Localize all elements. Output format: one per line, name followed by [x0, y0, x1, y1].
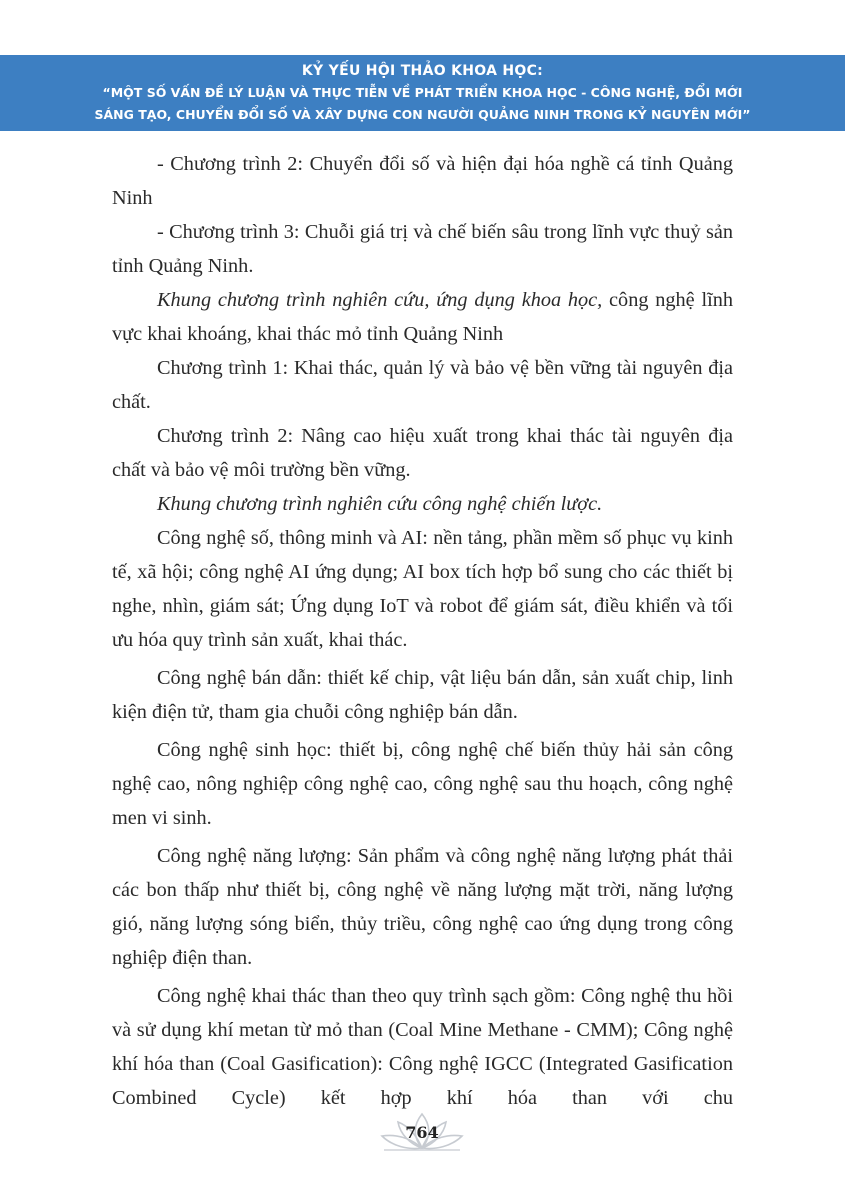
paragraph-text: công nghệ lĩnh vực khai khoáng, khai thác mỏ tỉnh Quảng Ninh — [112, 289, 734, 345]
paragraph: Công nghệ khai thác than theo quy trình sạch gồm: Công nghệ thu hồi và sử dụng khí metan từ mỏ than (Coal Mine Methane - CMM); Công nghệ khí hóa than (Coal Gasification): Công nghệ IGCC (Integrated Gasification Combined Cycle) kết hợp khí hóa than với chu — [112, 985, 733, 1109]
paragraph: - Chương trình 2: Chuyển đổi số và hiện đại hóa nghề cá tỉnh Quảng Ninh — [112, 153, 733, 209]
paragraph: Công nghệ năng lượng: Sản phẩm và công nghệ năng lượng phát thải các bon thấp như thiết bị, công nghệ về năng lượng mặt trời, năng lượng gió, năng lượng sóng biển, thủy triều, công nghệ cao ứng dụng trong công nghiệp điện than. — [112, 845, 733, 969]
paragraph — [112, 283, 733, 351]
paragraph: Công nghệ sinh học: thiết bị, công nghệ chế biến thủy hải sản công nghệ cao, nông nghiệp công nghệ cao, công nghệ sau thu hoạch, công nghệ men vi sinh. — [112, 739, 733, 829]
header-subtitle-line2: SÁNG TẠO, CHUYỂN ĐỔI SỐ VÀ XÂY DỰNG CON NGƯỜI QUẢNG NINH TRONG KỶ NGUYÊN MỚI” — [94, 107, 751, 122]
paragraph: - Chương trình 3: Chuỗi giá trị và chế biến sâu trong lĩnh vực thuỷ sản tỉnh Quảng Ninh. — [112, 221, 733, 277]
page-number-badge — [372, 1110, 472, 1156]
page-number: 764 — [405, 1123, 439, 1142]
header-subtitle-line1: “MỘT SỐ VẤN ĐỀ LÝ LUẬN VÀ THỰC TIỄN VỀ PHÁT TRIỂN KHOA HỌC - CÔNG NGHỆ, ĐỔI MỚI — [102, 85, 743, 100]
header-title: KỶ YẾU HỘI THẢO KHOA HỌC: — [301, 63, 544, 79]
paragraph: Công nghệ số, thông minh và AI: nền tảng, phần mềm số phục vụ kinh tế, xã hội; công nghệ AI ứng dụng; AI box tích hợp bổ sung cho các thiết bị nghe, nhìn, giám sát; Ứng dụng IoT và robot để giám sát, điều khiển và tối ưu hóa quy trình sản xuất, khai thác. — [112, 527, 733, 651]
paragraph: Chương trình 2: Nâng cao hiệu xuất trong khai thác tài nguyên địa chất và bảo vệ môi trường bền vững. — [112, 425, 733, 481]
page-body — [112, 147, 733, 1115]
header-banner — [0, 55, 845, 131]
paragraph: Chương trình 1: Khai thác, quản lý và bảo vệ bền vững tài nguyên địa chất. — [112, 357, 733, 413]
italic-heading: Khung chương trình nghiên cứu công nghệ chiến lược. — [157, 493, 603, 515]
italic-heading: Khung chương trình nghiên cứu, ứng dụng khoa học, — [157, 289, 603, 311]
paragraph: Công nghệ bán dẫn: thiết kế chip, vật liệu bán dẫn, sản xuất chip, linh kiện điện tử, tham gia chuỗi công nghiệp bán dẫn. — [112, 667, 733, 723]
